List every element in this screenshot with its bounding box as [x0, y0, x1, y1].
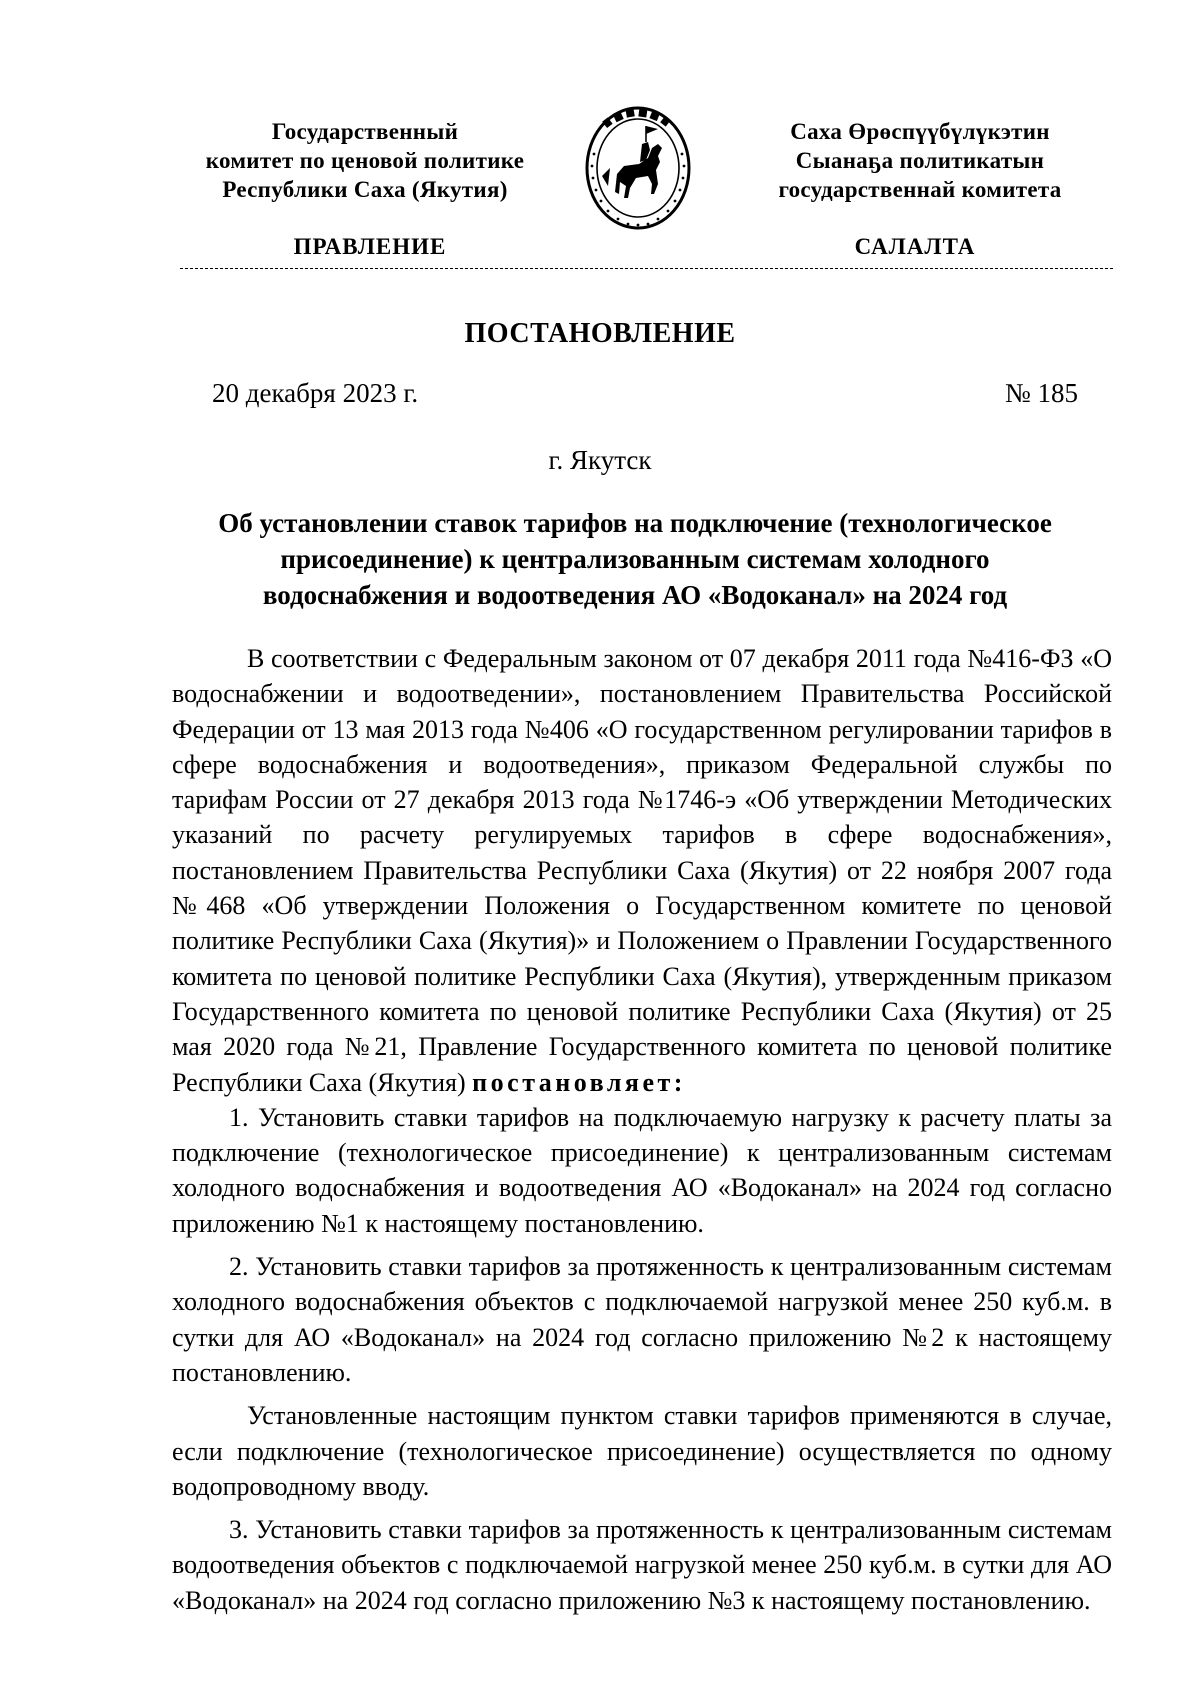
header-authority-russian — [180, 117, 550, 204]
resolves-word: постановляет: — [472, 1067, 686, 1097]
document-type: ПОСТАНОВЛЕНИЕ — [464, 318, 736, 349]
clause-2-note: Установленные настоящим пунктом ставки тарифов применяются в случае, если подключение (технологическое присоединение) осуществляется по одному водопроводному вводу. — [172, 1401, 1112, 1501]
title-line: Об установлении ставок тарифов на подключение (технологическое — [218, 508, 1052, 538]
document-title — [170, 505, 1100, 613]
document-number: № 185 — [1004, 378, 1078, 408]
header-right-line: государственнай комитета — [778, 177, 1062, 202]
header-right-line: Сыанаҕа политикатын — [795, 148, 1045, 173]
coat-of-arms-emblem-icon — [584, 104, 692, 232]
header-left-line: Республики Саха (Якутия) — [222, 177, 508, 202]
header-left-line: Государственный — [271, 119, 459, 144]
board-label-russian: ПРАВЛЕНИЕ — [293, 234, 447, 259]
header-authority-yakut — [725, 117, 1115, 204]
document-date: 20 декабря 2023 г. — [212, 378, 419, 408]
title-line: присоединение) к централизованным системам холодного — [280, 544, 990, 574]
header-right-line: Саха Өрөспүүбүлүкэтин — [790, 119, 1050, 144]
clause-2: 2. Установить ставки тарифов за протяженность к централизованным системам холодного водоснабжения объектов с подключаемой нагрузкой менее 250 куб.м. в сутки для АО «Водоканал» на 2024 год согласно приложению №2 к настоящему постановлению. — [172, 1252, 1112, 1387]
preamble-paragraph — [172, 641, 1112, 1100]
preamble-text: В соответствии с Федеральным законом от 07 декабря 2011 года №416-ФЗ «О водоснабжении и водоотведении», постановлением Правительства Российской Федерации от 13 мая 2013 года №406 «О государственном регулировании тарифов в сфере водоснабжения и водоотведения», приказом Федеральной службы по тарифам России от 27 декабря 2013 года №1746-э «Об утверждении Методических указаний по расчету регулируемых тарифов в сфере водоснабжения», постановлением Правительства Республики Саха (Якутия) от 22 ноября 2007 года №468 «Об утверждении Положения о Государственном комитете по ценовой политике Республики Саха (Якутия)» и Положением о Правлении Государственного комитета по ценовой политике Республики Саха (Якутия), утвержденным приказом Государственного комитета по ценовой политике Республики Саха (Якутия) от 25 мая 2020 года №21, Правление Государственного комитета по ценовой политике Республики Саха (Якутия) — [172, 644, 1112, 1097]
document-city: г. Якутск — [548, 445, 652, 475]
clause-1: 1. Установить ставки тарифов на подключаемую нагрузку к расчету платы за подключение (технологическое присоединение) к централизованным системам холодного водоснабжения и водоотведения АО «Водоканал» на 2024 год согласно приложению №1 к настоящему постановлению. — [172, 1102, 1112, 1238]
board-label-yakut: САЛАЛТА — [854, 234, 976, 259]
header-divider — [180, 268, 1113, 269]
title-line: водоснабжения и водоотведения АО «Водоканал» на 2024 год — [262, 580, 1008, 610]
document-body — [172, 641, 1112, 1618]
clause-3: 3. Установить ставки тарифов за протяженность к централизованным системам водоотведения объектов с подключаемой нагрузкой менее 250 куб.м. в сутки для АО «Водоканал» на 2024 год согласно приложению №3 к настоящему постановлению. — [172, 1515, 1112, 1615]
header-left-line: комитет по ценовой политике — [205, 148, 525, 173]
